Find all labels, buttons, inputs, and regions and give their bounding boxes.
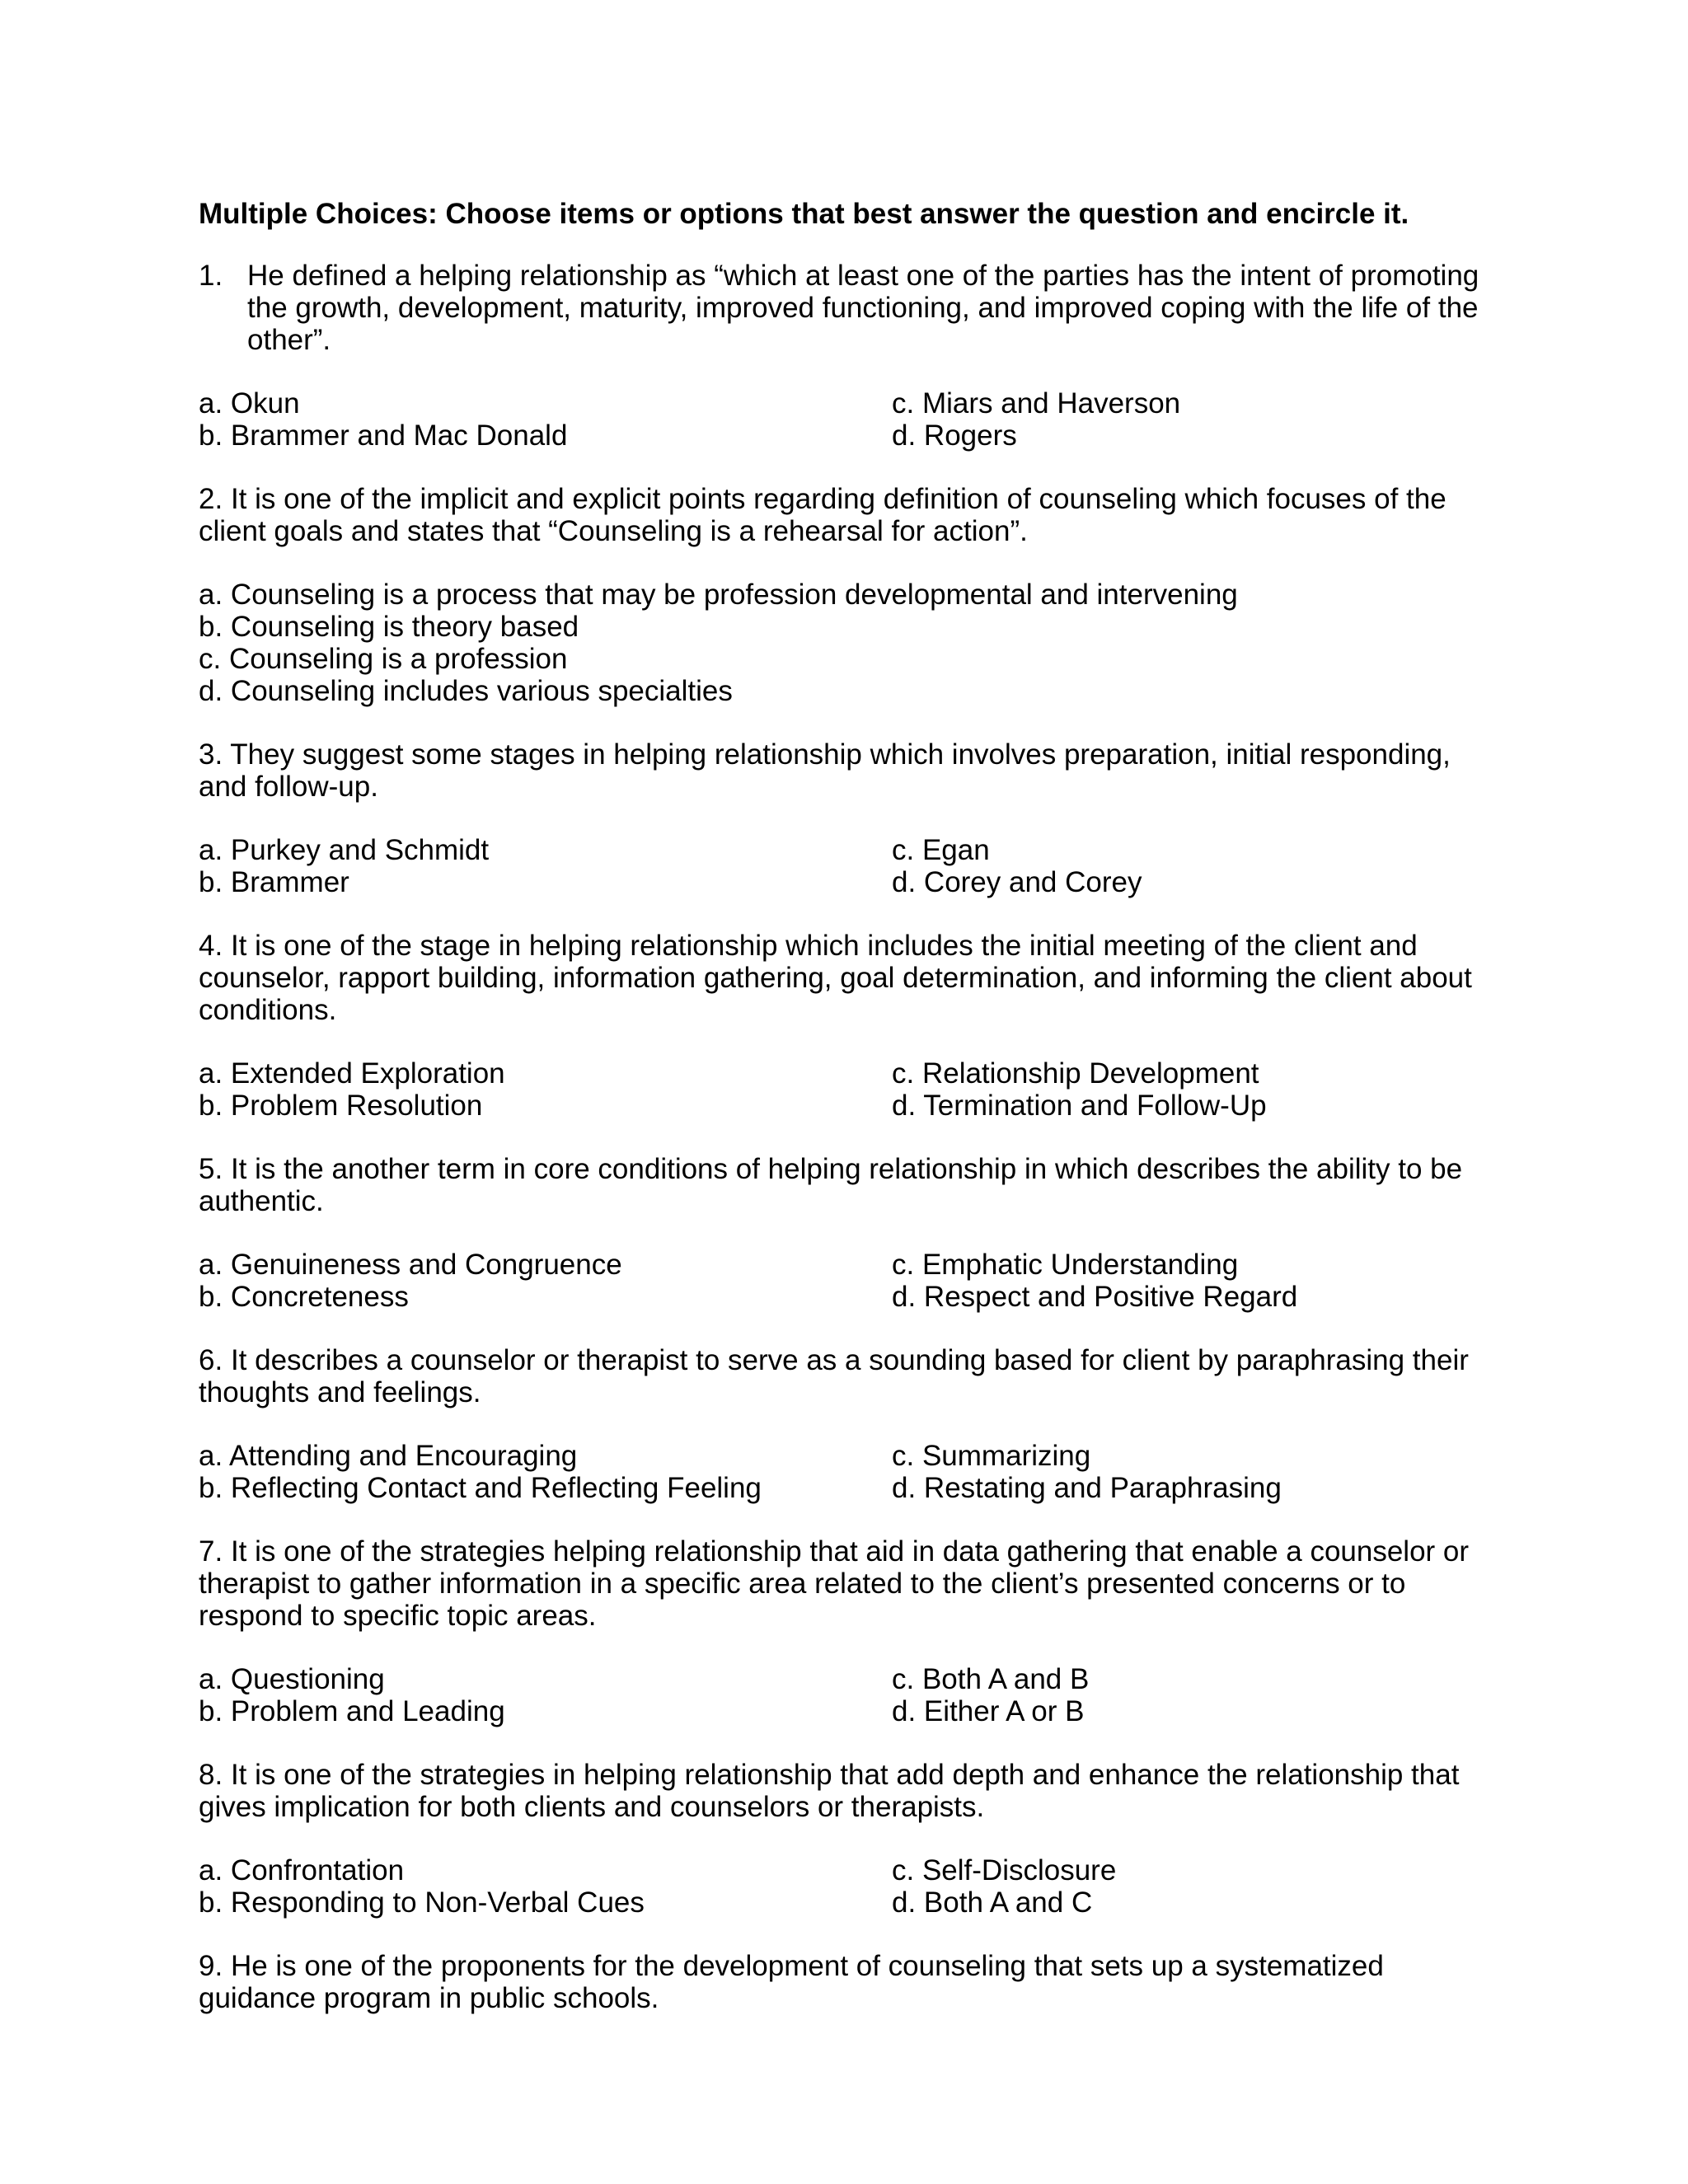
option-c[interactable]: c. Counseling is a profession <box>199 643 568 675</box>
option-c[interactable]: c. Relationship Development <box>892 1057 1259 1090</box>
option-b[interactable]: b. Brammer <box>199 866 349 898</box>
option-d[interactable]: d. Respect and Positive Regard <box>892 1281 1298 1313</box>
option-c[interactable]: c. Both A and B <box>892 1663 1090 1695</box>
question-text: He is one of the proponents for the development of counseling that sets up a systematized guidance program in public schools. <box>199 1950 1384 2014</box>
option-a[interactable]: a. Okun <box>199 387 300 419</box>
option-a[interactable]: a. Genuineness and Congruence <box>199 1249 622 1281</box>
option-d[interactable]: d. Termination and Follow-Up <box>892 1090 1267 1122</box>
option-a[interactable]: a. Counseling is a process that may be profession developmental and intervening <box>199 579 1238 611</box>
question-number: 8. <box>199 1759 223 1791</box>
option-a[interactable]: a. Confrontation <box>199 1854 405 1886</box>
question-text: It is one of the stage in helping relationship which includes the initial meeting of the client and counselor, rapport building, information gathering, goal determination, and informing the client about conditions. <box>199 930 1472 1026</box>
option-d[interactable]: d. Either A or B <box>892 1695 1085 1727</box>
question-4 <box>199 930 1501 1026</box>
question-6-options <box>199 1440 1501 1504</box>
question-4-options <box>199 1057 1501 1122</box>
question-2-options <box>199 579 1501 707</box>
question-number: 9. <box>199 1950 223 1982</box>
option-d[interactable]: d. Counseling includes various specialties <box>199 675 733 707</box>
option-b[interactable]: b. Reflecting Contact and Reflecting Feeling <box>199 1472 762 1504</box>
question-number: 2. <box>199 483 223 515</box>
question-9 <box>199 1950 1501 2014</box>
question-text: They suggest some stages in helping relationship which involves preparation, initial responding, and follow-up. <box>199 738 1451 803</box>
option-d[interactable]: d. Corey and Corey <box>892 866 1142 898</box>
option-d[interactable]: d. Rogers <box>892 419 1017 452</box>
option-b[interactable]: b. Problem Resolution <box>199 1090 483 1122</box>
option-c[interactable]: c. Miars and Haverson <box>892 387 1181 419</box>
question-number: 3. <box>199 738 223 771</box>
question-text: It is one of the strategies in helping relationship that add depth and enhance the relationship that gives implication for both clients and counselors or therapists. <box>199 1759 1460 1823</box>
option-c[interactable]: c. Emphatic Understanding <box>892 1249 1239 1281</box>
option-c[interactable]: c. Egan <box>892 834 990 866</box>
question-number: 4. <box>199 930 223 962</box>
option-d[interactable]: d. Both A and C <box>892 1886 1093 1919</box>
option-b[interactable]: b. Brammer and Mac Donald <box>199 419 568 452</box>
option-b[interactable]: b. Counseling is theory based <box>199 611 579 643</box>
question-text: It is one of the implicit and explicit points regarding definition of counseling which focuses of the client goals and states that “Counseling is a rehearsal for action”. <box>199 483 1447 547</box>
question-2 <box>199 483 1501 547</box>
quiz-content <box>199 198 1501 2014</box>
option-a[interactable]: a. Extended Exploration <box>199 1057 505 1090</box>
question-3 <box>199 738 1501 803</box>
option-b[interactable]: b. Concreteness <box>199 1281 409 1313</box>
option-a[interactable]: a. Attending and Encouraging <box>199 1440 578 1472</box>
option-a[interactable]: a. Purkey and Schmidt <box>199 834 490 866</box>
question-text: He defined a helping relationship as “which at least one of the parties has the intent of promoting the growth, development, maturity, improved functioning, and improved coping with the life of the other”. <box>247 260 1479 356</box>
option-a[interactable]: a. Questioning <box>199 1663 385 1695</box>
question-1 <box>199 260 1501 356</box>
question-text: It is the another term in core conditions of helping relationship in which describes the ability to be authentic. <box>199 1153 1463 1217</box>
option-c[interactable]: c. Summarizing <box>892 1440 1091 1472</box>
instructions-heading: Multiple Choices: Choose items or options that best answer the question and encircle it. <box>199 198 1409 230</box>
question-7-options <box>199 1663 1501 1727</box>
question-7 <box>199 1535 1501 1632</box>
option-b[interactable]: b. Problem and Leading <box>199 1695 505 1727</box>
question-8 <box>199 1759 1501 1823</box>
option-b[interactable]: b. Responding to Non-Verbal Cues <box>199 1886 645 1919</box>
question-5 <box>199 1153 1501 1217</box>
question-text: It is one of the strategies helping relationship that aid in data gathering that enable a counselor or therapist to gather information in a specific area related to the client’s presented concerns or to respond to specific topic areas. <box>199 1535 1470 1632</box>
question-number: 1. <box>199 260 223 292</box>
option-c[interactable]: c. Self-Disclosure <box>892 1854 1117 1886</box>
question-3-options <box>199 834 1501 898</box>
question-text: It describes a counselor or therapist to serve as a sounding based for client by paraphrasing their thoughts and feelings. <box>199 1344 1469 1408</box>
question-6 <box>199 1344 1501 1408</box>
question-number: 6. <box>199 1344 223 1376</box>
question-5-options <box>199 1249 1501 1313</box>
question-number: 7. <box>199 1535 223 1568</box>
option-d[interactable]: d. Restating and Paraphrasing <box>892 1472 1282 1504</box>
question-number: 5. <box>199 1153 223 1185</box>
question-8-options <box>199 1854 1501 1919</box>
question-1-options <box>199 387 1501 452</box>
